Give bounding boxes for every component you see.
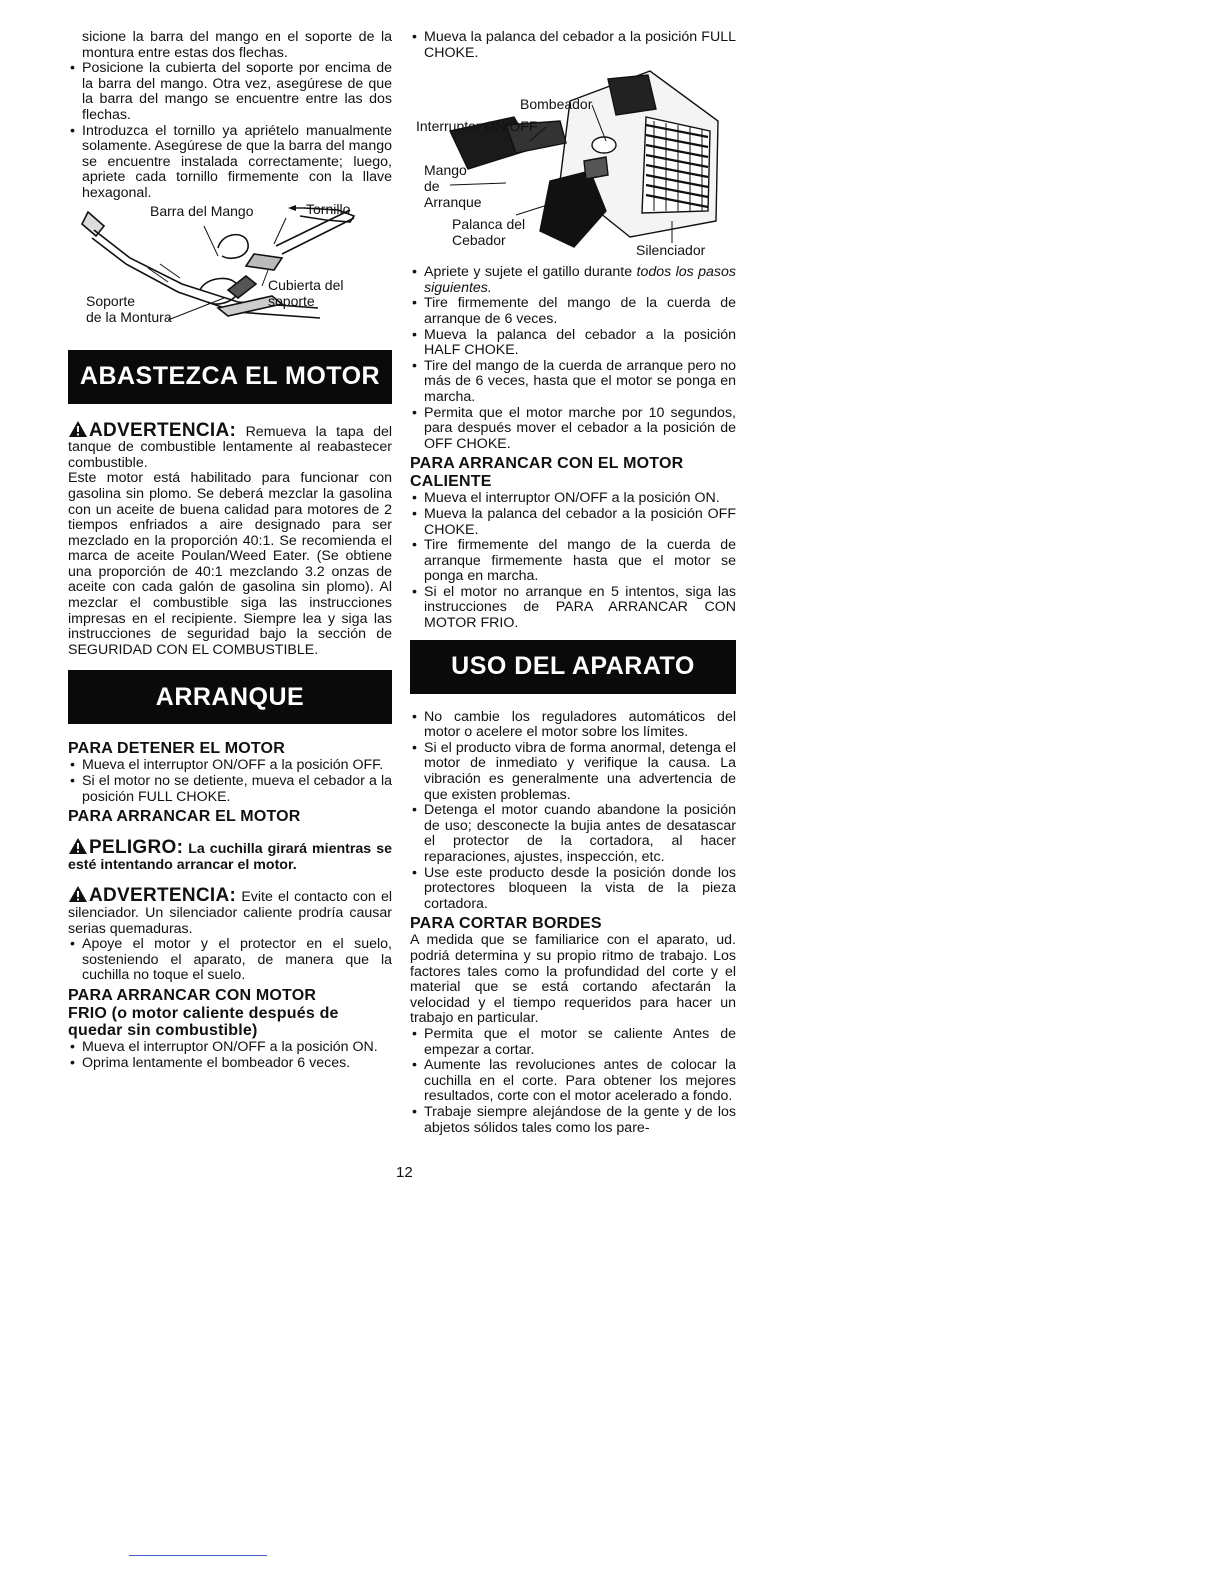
label-palanca-1: Palanca del	[452, 216, 526, 233]
warning-icon	[68, 885, 88, 903]
list-item: • Si el producto vibra de forma anormal, detenga el motor de inmediato y verifique la causa. La vibración es generalmente una advertencia de que existen problemas.	[410, 741, 736, 803]
edge-bullet-list	[410, 1027, 736, 1136]
edge-paragraph: A medida que se familiarice con el aparato, ud. podriá determina y su propio ritmo de trabajo. Los factores tales como la profundidad del corte y el material que se está cortando afectarán la velocidad y el tiempo requeridos para hacer un trabajo en particular.	[410, 932, 736, 1027]
stop-bullet-list	[68, 758, 392, 805]
banner-use: USO DEL APARATO	[410, 640, 736, 694]
banner-start: ARRANQUE	[68, 670, 392, 724]
start-bullet-list	[68, 937, 392, 984]
list-item: • Mueva el interruptor ON/OFF a la posición ON.	[68, 1040, 392, 1056]
footer-rule	[129, 1555, 267, 1556]
intro-continuation: sicione la barra del mango en el soporte de la montura entre estas dos flechas.	[82, 29, 392, 61]
warm-bullet-list	[410, 491, 736, 631]
list-item: • Tire firmemente del mango de la cuerda de arranque de 6 veces.	[410, 296, 736, 327]
start-heading: PARA ARRANCAR EL MOTOR	[68, 808, 301, 826]
list-item: • Mueva la palanca del cebador a la posición HALF CHOKE.	[410, 328, 736, 359]
label-palanca-2: Cebador	[452, 232, 506, 249]
start-warning	[68, 885, 392, 937]
cold-bullet-list	[68, 1040, 392, 1071]
handle-assembly-figure	[68, 200, 392, 344]
list-item: • Introduzca el tornillo ya apriételo manualmente solamente. Asegúrese de que la barra del mango se encuentre instalada correctamente; luego, apriete cada tornillo firmemente con la llave hexagonal.	[68, 124, 392, 202]
danger-notice	[68, 837, 392, 873]
label-cubierta-1: Cubierta del	[268, 276, 344, 293]
label-mango-1: Mango	[424, 162, 467, 179]
list-item: • No cambie los reguladores automáticos del motor o acelere el motor sobre los límites.	[410, 710, 736, 741]
start-warning-text: Evite el contacto con el silenciador. Un silenciador caliente prodría causar serias quemaduras.	[68, 889, 392, 937]
warm-heading-1: PARA ARRANCAR CON EL MOTOR	[410, 455, 684, 473]
list-item: • Si el motor no arranque en 5 intentos, siga las instrucciones de PARA ARRANCAR CON MOTOR FRIO.	[410, 585, 736, 632]
label-soporte-2: de la Montura	[86, 308, 172, 325]
list-item: • Mueva la palanca del cebador a la posición FULL CHOKE.	[410, 30, 736, 61]
danger-text: La cuchilla girará mientras se esté intentando arrancar el motor.	[68, 841, 392, 873]
use-bullet-list	[410, 710, 736, 913]
page-number: 12	[396, 1164, 413, 1181]
list-item: • Permita que el motor se caliente Antes de empezar a cortar.	[410, 1027, 736, 1058]
list-item: • Tire firmemente del mango de la cuerda de arranque firmemente hasta que el motor se ponga en marcha.	[410, 538, 736, 585]
list-item: • Mueva la palanca del cebador a la posición OFF CHOKE.	[410, 507, 736, 538]
list-item: • Posicione la cubierta del soporte por encima de la barra del mango. Otra vez, asegúrese de que la barra del mango se encuentre entre las dos flechas.	[68, 61, 392, 123]
label-tornillo: Tornillo	[306, 200, 351, 217]
list-item: • Detenga el motor cuando abandone la posición de uso; desconecte la bujia antes de desatascar el protector de la cortadora, al hacer reparaciones, ajustes, inspección, etc.	[410, 803, 736, 865]
steps-bullet-1-text: Apriete y sujete el gatillo durante	[424, 264, 637, 281]
list-item: • Apoye el motor y el protector en el suelo, sosteniendo el aparato, de manera que la cuchilla no toque el suelo.	[68, 937, 392, 984]
list-item: • Aumente las revoluciones antes de colocar la cuchilla en el corte. Para obtener los mejores resultados, corte con el motor acelerado a fondo.	[410, 1058, 736, 1105]
fuel-warning-title: ADVERTENCIA:	[89, 419, 237, 441]
cold-heading-1: PARA ARRANCAR CON MOTOR	[68, 986, 317, 1004]
label-cubierta-2: soporte	[268, 292, 315, 309]
warning-icon	[68, 837, 88, 855]
label-soporte-1: Soporte	[86, 292, 136, 309]
start-warning-title: ADVERTENCIA:	[89, 885, 237, 907]
banner-fuel: ABASTEZCA EL MOTOR	[68, 350, 392, 404]
label-bombeador: Bombeador	[520, 96, 593, 113]
intro-bullet-list	[68, 61, 392, 201]
fuel-warning	[68, 420, 392, 472]
label-silenciador: Silenciador	[636, 242, 706, 259]
list-item: • Mueva el interruptor ON/OFF a la posición ON.	[410, 491, 736, 507]
list-item: • Mueva el interruptor ON/OFF a la posición OFF.	[68, 758, 392, 774]
right-column	[410, 30, 736, 1136]
fuel-paragraph: Este motor está habilitado para funcionar con gasolina sin plomo. Se deberá mezclar la gasolina con un aceite de buena calidad para motores de 2 tiempos enfriados a aire designado para ser mezclado en la proporción 40:1. Se recomienda el marca de aceite Poulan/Weed Eater. (Se obtiene una proporción de 40:1 mezclando 3.2 onzas de aceite con cada galón de gasolina sin plomo). Al mezclar el combustible siga las instrucciones impresas en el recipiente. Siempre lea y siga las instrucciones de seguridad bajo la sección de SEGURIDAD CON EL COMBUSTIBLE.	[68, 470, 392, 658]
list-item: • Si el motor no se detiente, mueva el cebador a la posición FULL CHOKE.	[68, 774, 392, 805]
label-barra: Barra del Mango	[150, 202, 254, 219]
engine-controls-figure	[410, 61, 736, 259]
list-item: • Permita que el motor marche por 10 segundos, para después mover el cebador a la posición de OFF CHOKE.	[410, 406, 736, 453]
list-item	[410, 265, 736, 296]
fuel-warning-text: Remueva la tapa del tanque de combustible lentamente al reabastecer combustible.	[68, 423, 392, 471]
danger-title: PELIGRO:	[89, 837, 184, 859]
list-item: • Tire del mango de la cuerda de arranque pero no más de 6 veces, hasta que el motor se ponga en marcha.	[410, 359, 736, 406]
warm-heading-2: CALIENTE	[410, 473, 492, 491]
edge-heading: PARA CORTAR BORDES	[410, 915, 602, 933]
left-column	[68, 30, 392, 1071]
label-mango-3: Arranque	[424, 194, 482, 211]
label-interruptor: Interruptor ON/OFF	[416, 118, 538, 135]
steps-bullet-1-emphasis: todos los pasos siguientes.	[424, 264, 736, 296]
stop-heading: PARA DETENER EL MOTOR	[68, 740, 285, 758]
list-item: • Oprima lentamente el bombeador 6 veces.	[68, 1056, 392, 1072]
top-bullet-list	[410, 30, 736, 61]
label-mango-2: de	[424, 178, 440, 195]
warning-icon	[68, 420, 88, 438]
list-item: • Use este producto desde la posición donde los protectores bloqueen la vista de la pieza cortadora.	[410, 866, 736, 913]
steps-bullet-list	[410, 265, 736, 452]
list-item: • Trabaje siempre alejándose de la gente y de los abjetos sólidos tales como los pare-	[410, 1105, 736, 1136]
cold-heading-2: FRIO (o motor caliente después de quedar sin combustible)	[68, 1004, 339, 1039]
